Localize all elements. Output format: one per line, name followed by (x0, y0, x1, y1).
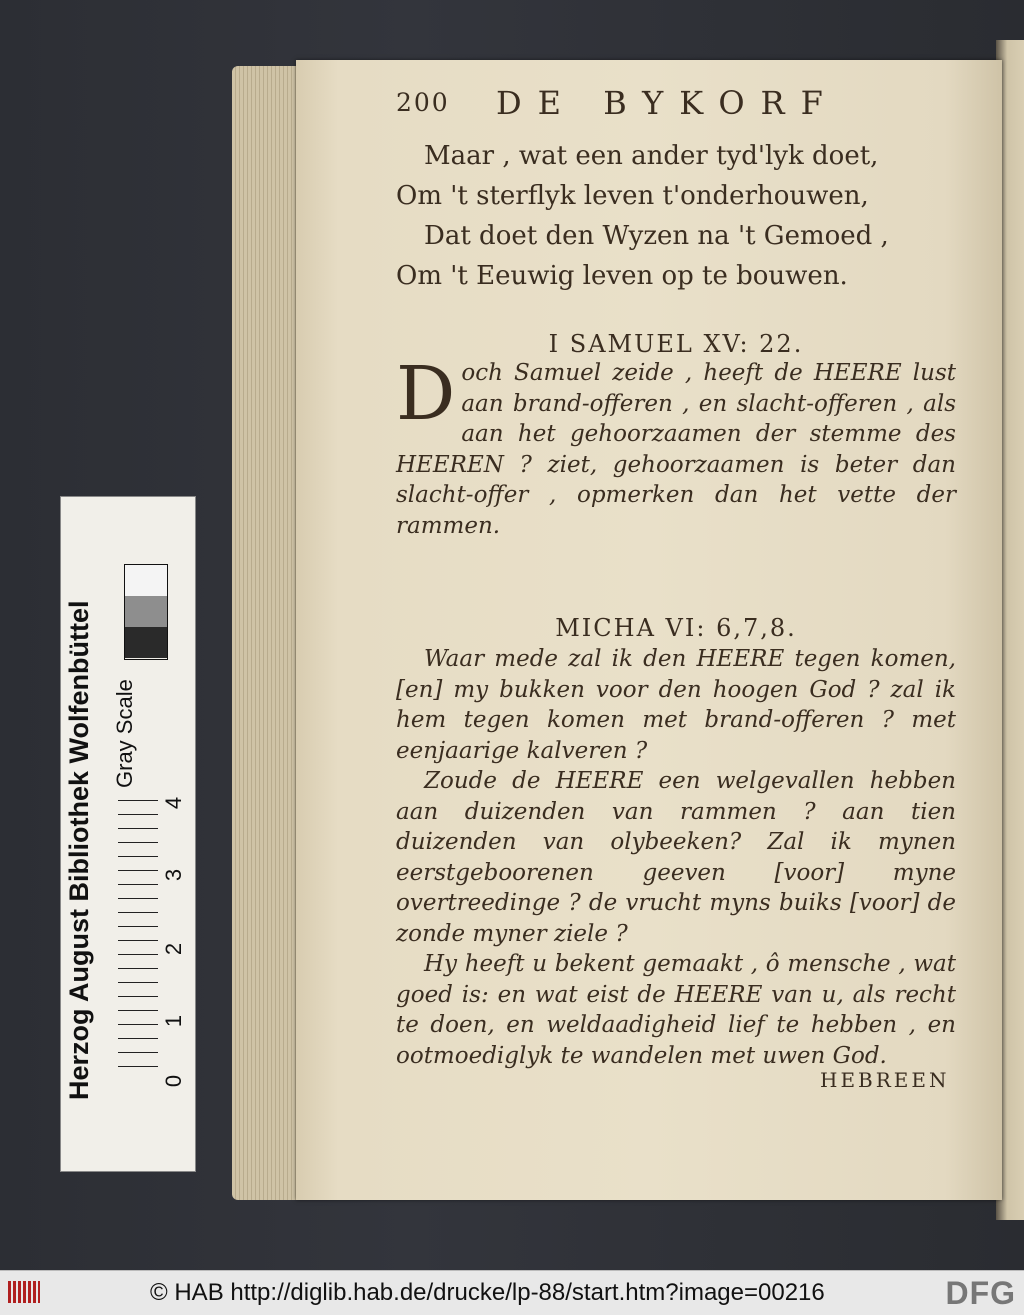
ruler-tick-label: 1 (161, 1014, 187, 1028)
footer-source-link[interactable]: © HAB http://diglib.hab.de/drucke/lp-88/start.htm?image=00216 (150, 1279, 825, 1306)
running-title: DE BYKORF (496, 84, 839, 122)
samuel-reference-heading: I SAMUEL XV: 22. (548, 330, 804, 358)
poem-line: Maar , wat een ander tyd'lyk doet, (424, 141, 879, 171)
samuel-verse-text: och Samuel zeide , heeft de HEERE lust aan brand-offeren , en slacht-offeren , als aan het gehoorzaamen der stemme des HEEREN ? ziet, gehoorzaamen is beter dan slacht-offer , opmerken dan het vette der rammen. (396, 360, 956, 539)
micha-paragraph: Hy heeft u bekent gemaakt , ô mensche , wat goed is: en wat eist de HEERE van u, als recht te doen, en weldaadigheid lief te hebben , en ootmoediglyk te wandelen met uwen God. (396, 951, 956, 1069)
gray-scale-label: Gray Scale (112, 679, 137, 788)
page-header (396, 84, 956, 128)
dfg-logo: DFG (945, 1275, 1016, 1311)
gray-swatch (125, 627, 167, 658)
ruler-tick-label: 3 (161, 868, 187, 882)
samuel-verse (396, 351, 956, 541)
micha-paragraph: Zoude de HEERE een welgevallen hebben aan duizenden van rammen ? aan tien duizenden van olybeeken? Zal ik mynen eerstgeboorenen geeven [voor] myne overtreedinge ? de vrucht myns buiks [voor] de zonde myner ziele ? (396, 768, 956, 947)
gray-swatch (125, 565, 167, 596)
micha-reference-heading: MICHA VI: 6,7,8. (555, 614, 797, 642)
page-number: 200 (396, 88, 450, 117)
poem-line: Om 't sterflyk leven t'onderhouwen, (396, 181, 869, 211)
gray-scale-swatches (124, 564, 168, 660)
ruler-tick-label: 4 (161, 796, 187, 810)
gray-swatch (125, 596, 167, 627)
ruler-tick-label: 2 (161, 942, 187, 956)
ruler-institution-label: Herzog August Bibliothek Wolfenbüttel (64, 600, 94, 1100)
ruler-ticks (118, 800, 158, 1080)
drop-cap: D (396, 351, 456, 437)
catchword: HEBREEN (820, 1068, 950, 1092)
ruler-tick-label: 0 (161, 1074, 187, 1088)
footer-bar (0, 1270, 1024, 1315)
hab-logo-icon (8, 1281, 40, 1303)
poem-line: Om 't Eeuwig leven op te bouwen. (396, 261, 848, 291)
micha-verses (396, 644, 956, 1071)
micha-paragraph: Waar mede zal ik den HEERE tegen komen, [en] my bukken voor den hoogen God ? zal ik hem tegen komen met brand-offeren ? met eenjaarige kalveren ? (396, 646, 956, 764)
poem-line: Dat doet den Wyzen na 't Gemoed , (424, 221, 889, 251)
poem-stanza (396, 136, 956, 296)
